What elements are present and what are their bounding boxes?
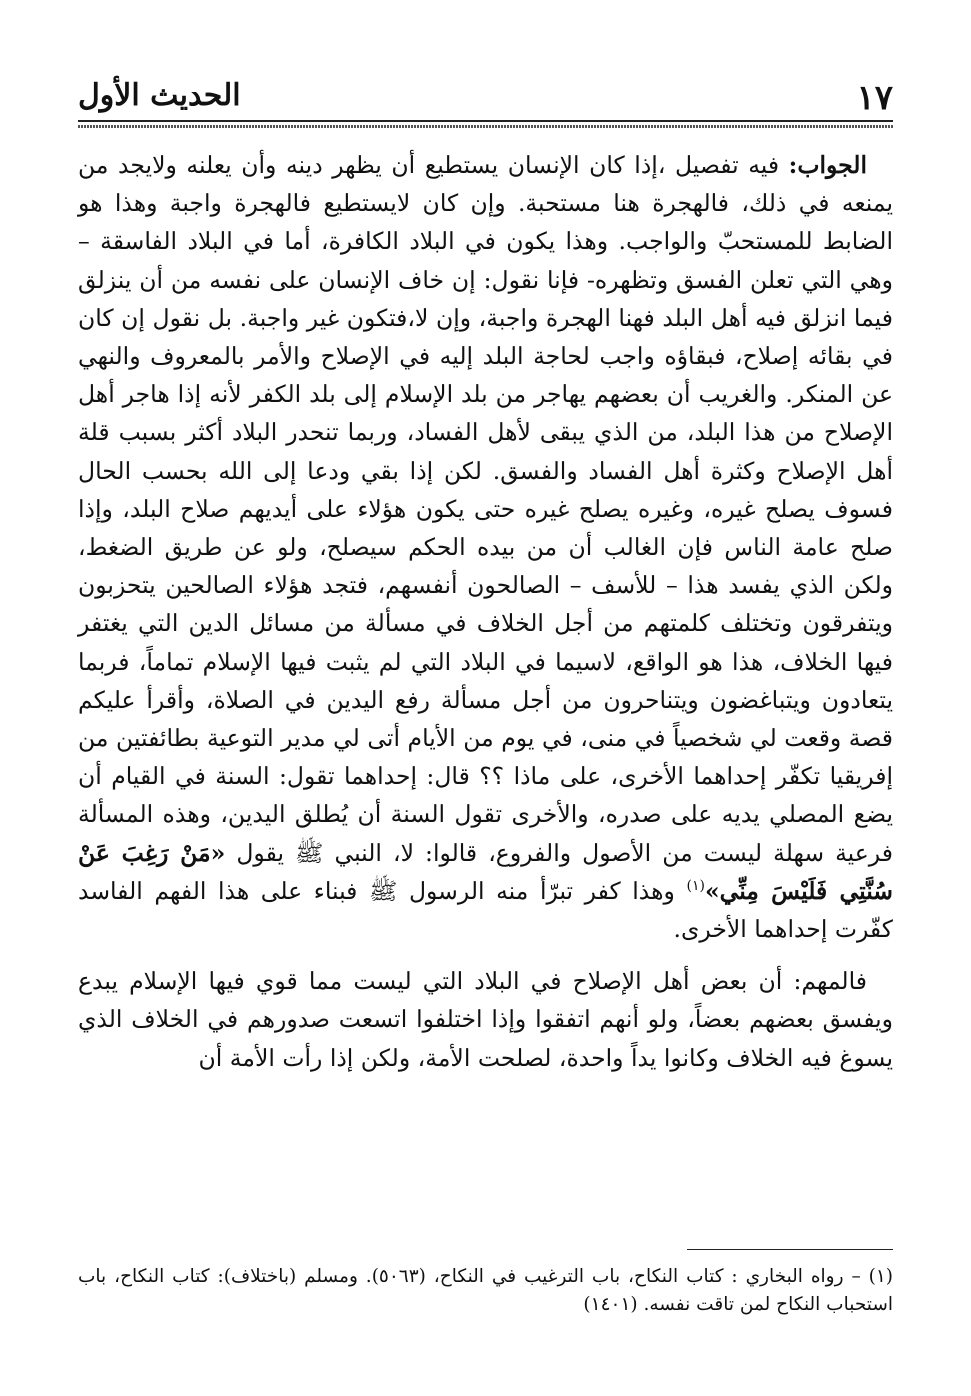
hadith-quote: «مَنْ رَغِبَ عَنْ سُنَّتِي فَلَيْسَ مِنِّي» — [78, 838, 893, 905]
header-rule-dotted — [78, 125, 893, 128]
answer-tail: وهذا كفر تبرّأ منه الرسول ﷺ فبناء على هذا الفهم الفاسد كفّرت إحداهما الأخرى. — [78, 876, 893, 944]
page-body — [78, 146, 893, 1077]
answer-text: فيه تفصيل ،إذا كان الإنسان يستطيع أن يظهر دينه وأن يعلنه ولايجد من يمنعه في ذلك، فالهجرة هنا مستحبة. وإن كان لايستطيع فالهجرة واجبة وهذا هو الضابط للمستحبّ والواجب. وهذا يكون في البلاد الكافرة، أما في البلاد الفاسقة – وهي التي تعلن الفسق وتظهره- فإنا نقول: إن خاف الإنسان على نفسه من أن ينزلق فيما انزلق فيه أهل البلد فهنا الهجرة واجبة، وإن لا،فتكون غير واجبة. بل نقول إن كان في بقائه إصلاح، فبقاؤه واجب لحاجة البلد إليه في الإصلاح والأمر بالمعروف والنهي عن المنكر. والغريب أن بعضهم يهاجر من بلد الإسلام إلى بلد الكفر لأنه إذا هاجر أهل الإصلاح من هذا البلد، من الذي يبقى لأهل الفساد، وربما تنحدر البلاد أكثر بسبب قلة أهل الإصلاح وكثرة أهل الفساد والفسق. لكن إذا بقي ودعا إلى الله بحسب الحال فسوف يصلح غيره، وغيره يصلح غيره حتى يكون هؤلاء على أيديهم صلاح البلد، وإذا صلح عامة الناس فإن الغالب أن من بيده الحكم سيصلح، ولو عن طريق الضغط، ولكن الذي يفسد هذا – للأسف – الصالحون أنفسهم، فتجد هؤلاء الصالحين يتحزبون ويتفرقون وتختلف كلمتهم من أجل الخلاف في مسألة من مسائل الدين التي يغتفر فيها الخلاف، هذا هو الواقع، لاسيما في البلاد التي لم يثبت فيها الإسلام تماماً، فربما يتعادون ويتباغضون ويتناحرون من أجل مسألة رفع اليدين في الصلاة، وأقرأ عليكم قصة وقعت لي شخصياً في منى، في يوم من الأيام أتى لي مدير التوعية بطائفتين من إفريقيا تكفّر إحداهما الأخرى، على ماذا ؟؟ قال: إحداهما تقول: السنة في القيام أن يضع المصلي يديه على صدره، والأخرى تقول السنة أن يُطلق اليدين، وهذه المسألة فرعية سهلة ليست من الأصول والفروع، قالوا: لا، النبي ﷺ يقول — [78, 151, 893, 867]
footnotes — [78, 1263, 893, 1319]
footnote-item: (١) – رواه البخاري : كتاب النكاح، باب الترغيب في النكاح، (٥٠٦٣). ومسلم (باختلاف): كتاب النكاح، باب استحباب النكاح لمن تاقت نفسه. (١٤٠١) — [78, 1266, 893, 1315]
footnote-separator — [687, 1249, 893, 1250]
answer-lead: الجواب: — [788, 151, 867, 179]
paragraph-answer — [78, 146, 893, 948]
page-header — [78, 78, 893, 122]
running-title: الحديث الأول — [78, 78, 241, 113]
page-number: ١٧ — [856, 78, 893, 118]
footnote-marker[interactable]: (١) — [686, 878, 705, 895]
conclusion-text: فالمهم: أن بعض أهل الإصلاح في البلاد التي ليست مما قوي فيها الإسلام يبدع ويفسق بعضهم بعضاً، ولو أنهم اتفقوا وإذا اختلفوا اتسعت صدورهم في الخلاف الذي يسوغ فيه الخلاف وكانوا يداً واحدة، لصلحت الأمة، ولكن إذا رأت الأمة أن — [78, 967, 893, 1072]
paragraph-conclusion — [78, 962, 893, 1077]
header-rule — [78, 120, 893, 122]
